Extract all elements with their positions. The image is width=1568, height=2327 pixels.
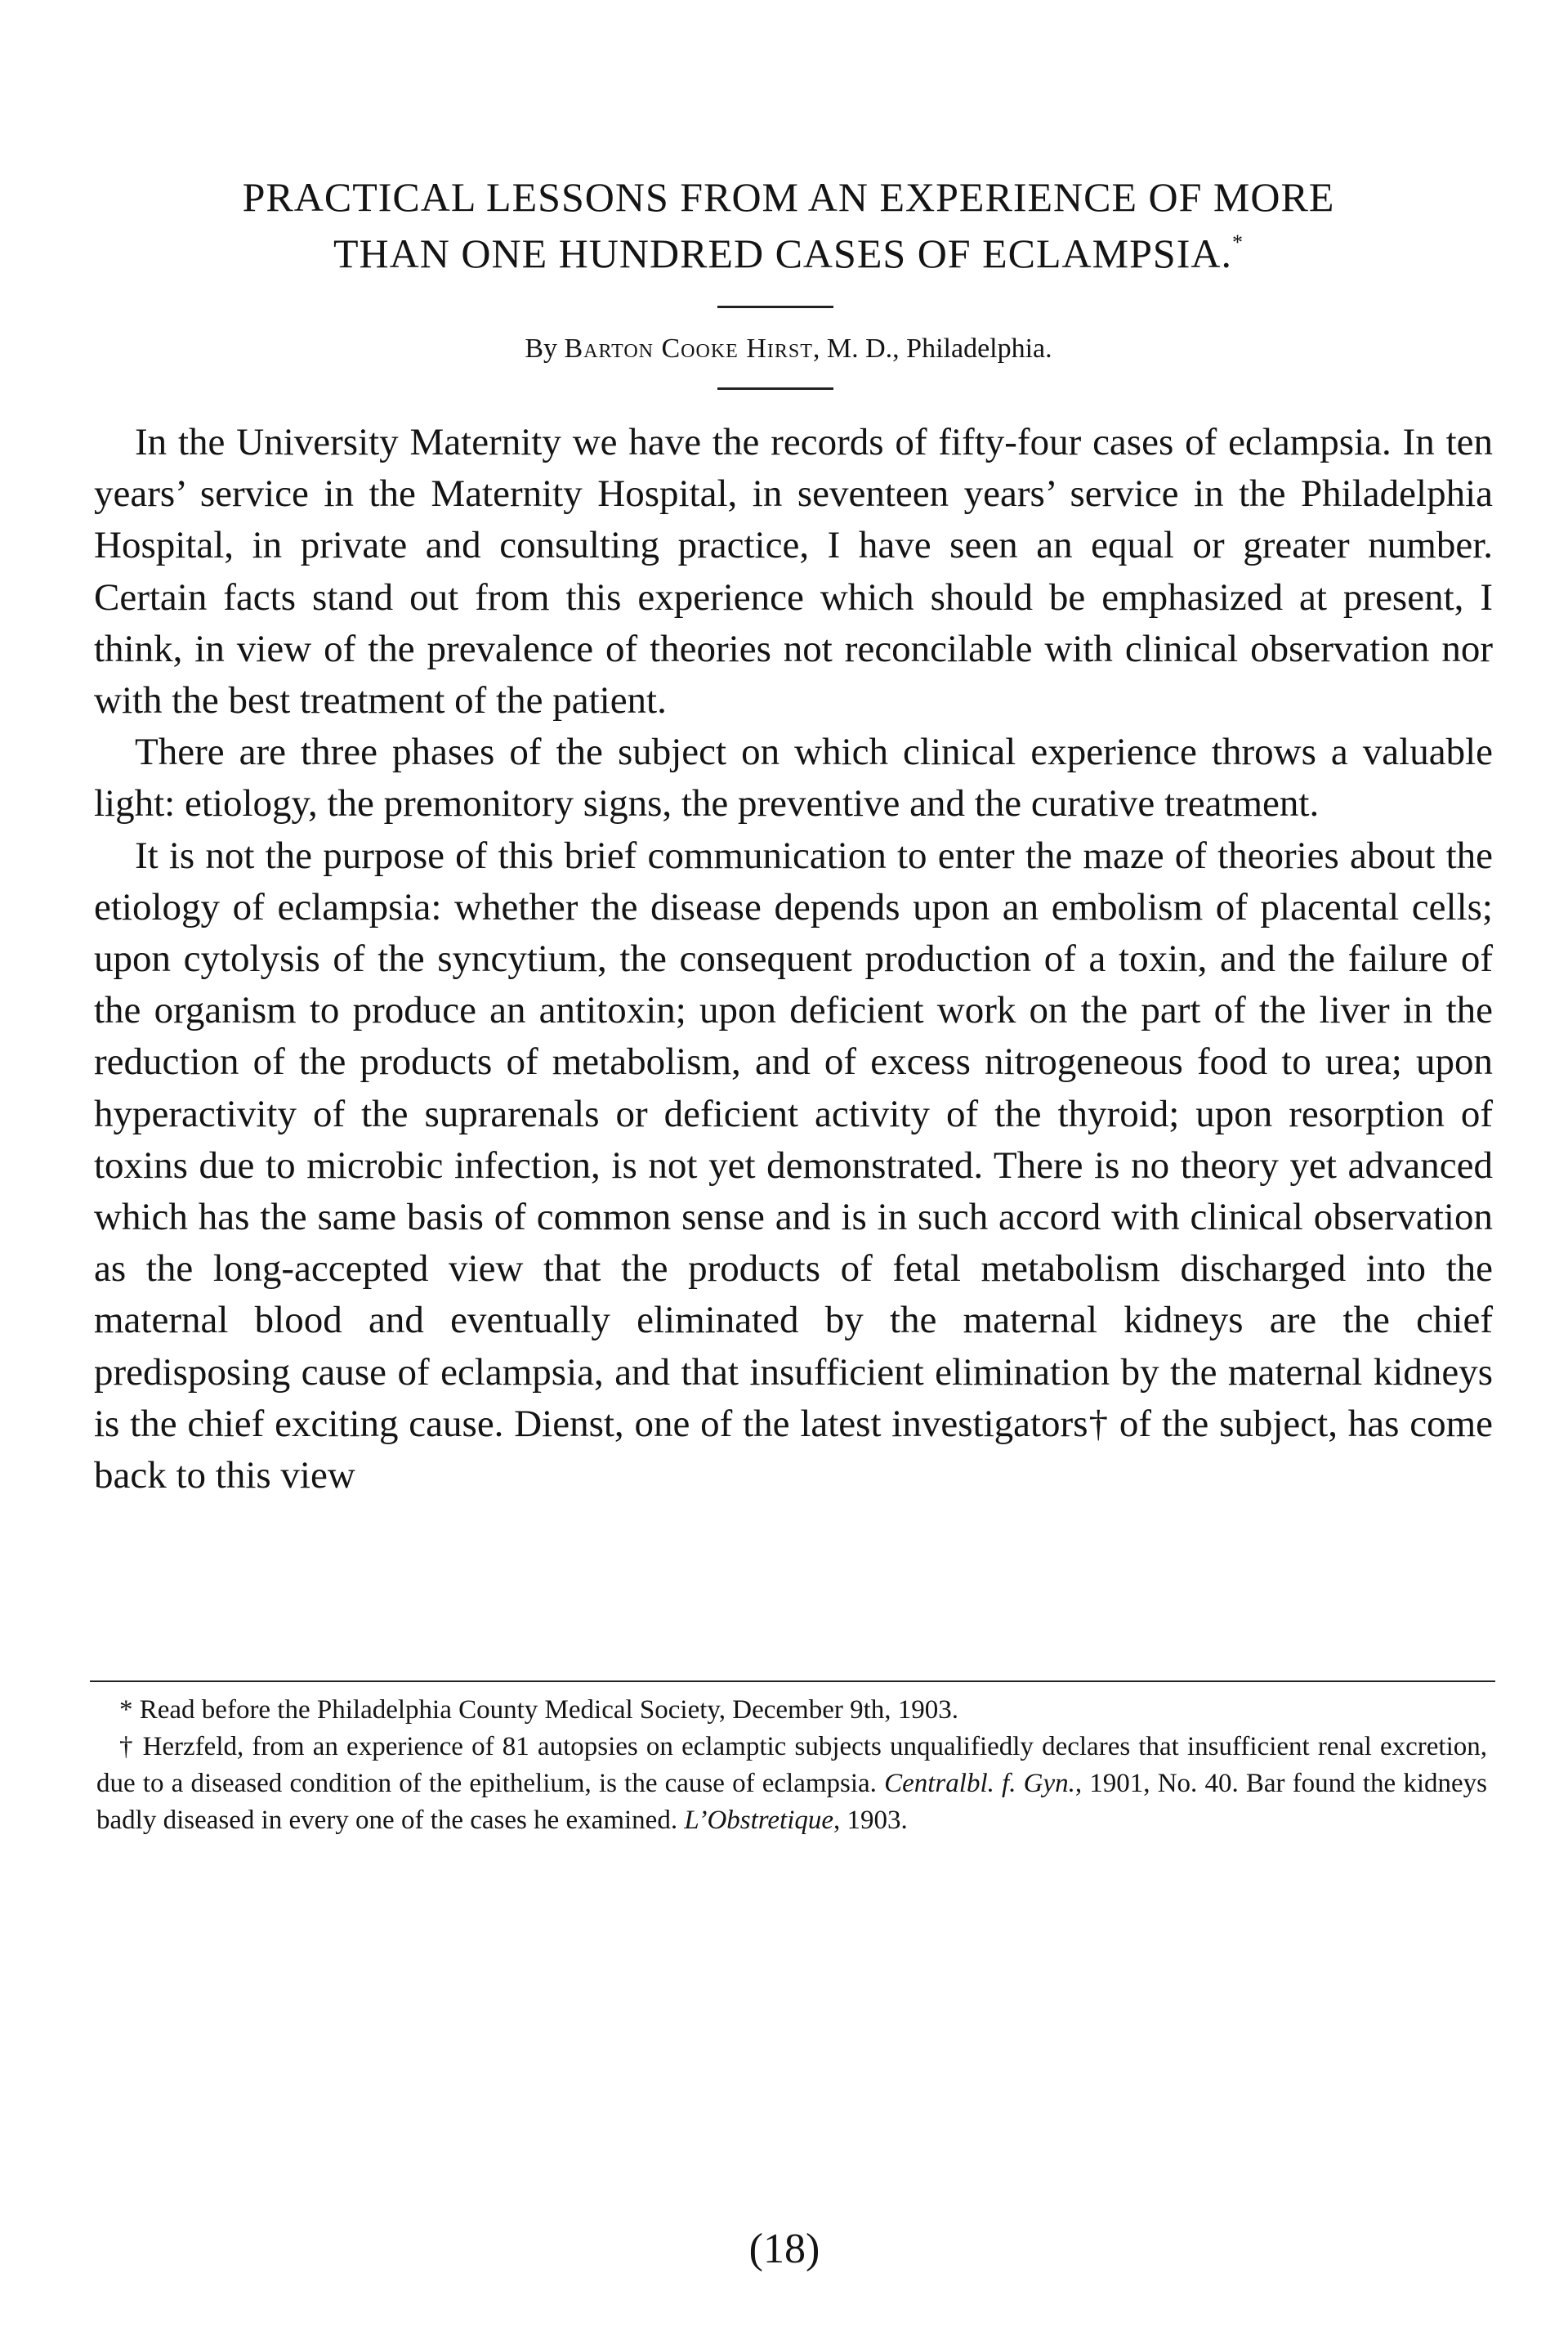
footnote-2-text: † Herzfeld, from an experience of 81 autopsies on eclamptic subjects unqualifiedly declares that insufficient renal excretion, due to a diseased condition of the epithelium, is the cause of eclampsia. bbox=[96, 1732, 1487, 1798]
footnote-divider bbox=[90, 1680, 1495, 1682]
article-title-line-2 bbox=[90, 232, 1487, 274]
title-footnote-marker: * bbox=[1231, 230, 1244, 254]
body-paragraph-2: There are three phases of the subject on which clinical experience throws a valuable light: etiology, the premonitory signs, the preventive and the curative treatment. bbox=[94, 731, 1493, 826]
footnote-2-end: , 1903. bbox=[833, 1806, 908, 1835]
footnotes bbox=[96, 1692, 1487, 1839]
article-title-line-2-text: THAN ONE HUNDRED CASES OF ECLAMPSIA. bbox=[333, 230, 1232, 276]
footnote-1: * Read before the Philadelphia County Medical Society, December 9th, 1903. bbox=[119, 1695, 958, 1725]
title-divider bbox=[717, 306, 833, 308]
article-title-line-1: PRACTICAL LESSONS FROM AN EXPERIENCE OF MORE bbox=[242, 174, 1335, 220]
page-number: (18) bbox=[748, 2226, 820, 2272]
footnote-2-citation-journal: Centralbl. f. Gyn. bbox=[884, 1769, 1075, 1798]
byline-prefix: By bbox=[525, 333, 558, 364]
footnote-2-citation-obstretique: L’Obstretique bbox=[684, 1806, 834, 1835]
body-paragraph-3: It is not the purpose of this brief communication to enter the maze of theories about the etiology of eclampsia: whether the disease depends upon an embolism of placental cells; upon cytolysis of the syncytium, the consequent production of a toxin, and the failure of the organism to produce an antitoxin; upon deficient work on the part of the liver in the reduction of the products of metabolism, and of excess nitrogeneous food to urea; upon hyperactivity of the suprarenals or deficient activity of the thyroid; upon resorption of toxins due to microbic infection, is not yet demonstrated. There is no theory yet advanced which has the same basis of common sense and is in such accord with clinical observation as the long-accepted view that the products of fetal metabolism discharged into the maternal blood and eventually eliminated by the maternal kidneys are the chief predisposing cause of eclampsia, and that insufficient elimination by the maternal kidneys is the chief exciting cause. Dienst, one of the latest investigators† of the subject, has come back to this view bbox=[94, 834, 1493, 1497]
footnote-2 bbox=[96, 1729, 1487, 1839]
author-name: Barton Cooke Hirst bbox=[564, 333, 813, 364]
article-body bbox=[94, 417, 1493, 1501]
byline-divider bbox=[717, 387, 833, 390]
author-affiliation: , M. D., Philadelphia. bbox=[812, 333, 1052, 364]
byline bbox=[90, 335, 1487, 363]
body-paragraph-1: In the University Maternity we have the records of fifty-four cases of eclampsia. In ten years’ service in the Maternity Hospital, in seventeen years’ service in the Philadelphia Hospital, in private and consulting practice, I have seen an equal or greater number. Certain facts stand out from this experience which should be emphasized at present, I think, in view of the prevalence of theories not reconcilable with clinical observation nor with the best treatment of the patient. bbox=[94, 421, 1493, 723]
footnote-2-middle: , 1901, No. 40. Bar found the kidneys badly diseased in every one of the cases he examined. bbox=[96, 1769, 1487, 1835]
